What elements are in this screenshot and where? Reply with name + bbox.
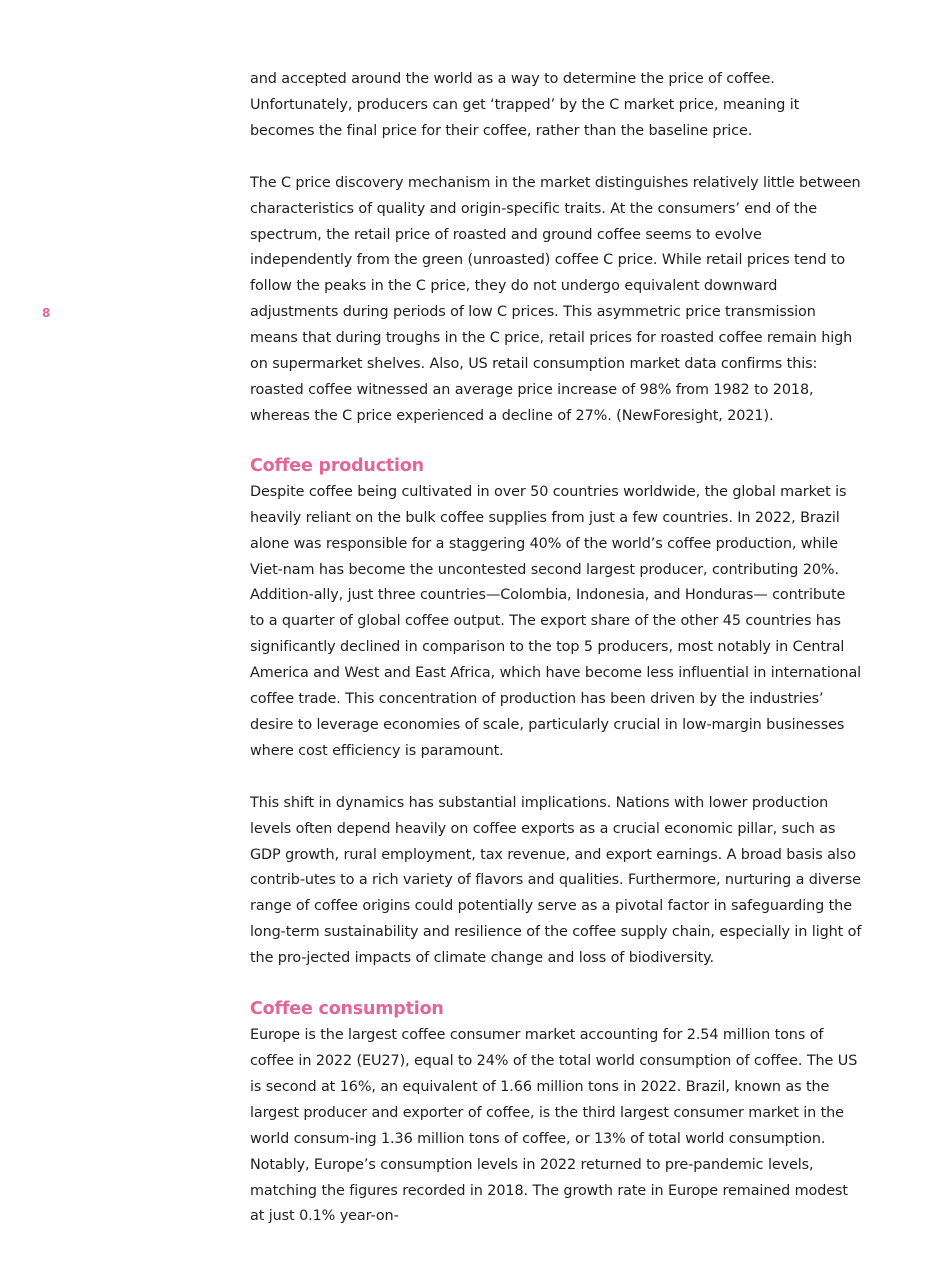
coffee-production-heading: Coffee production (250, 455, 424, 476)
document-body (250, 67, 862, 1230)
coffee-consumption-heading: Coffee consumption (250, 999, 444, 1020)
paragraph-spacer (250, 765, 862, 791)
page-number: 8 (42, 306, 51, 320)
production-paragraph-1: Despite coffee being cultivated in over 50 countries worldwide, the global market is heavily reliant on the bulk coffee supplies from just a few countries. In 2022, Brazil alone was responsible for a staggering 40% of the world’s coffee production, while Viet-nam has become the uncontested second largest producer, contributing 20%. Addition-ally, just three countries—Colombia, Indonesia, and Honduras— contribute to a quarter of global coffee output. The export share of the other 45 countries has significantly declined in comparison to the top 5 producers, most notably in Central America and West and East Africa, which have become less influential in international coffee trade. This concentration of production has been driven by the industries’ desire to leverage economies of scale, particularly crucial in low-margin businesses where cost efficiency is paramount. (250, 483, 862, 759)
consumption-paragraph-1: Europe is the largest coffee consumer market accounting for 2.54 million tons of coffee in 2022 (EU27), equal to 24% of the total world consumption of coffee. The US is second at 16%, an equivalent of 1.66 million tons in 2022. Brazil, known as the largest producer and exporter of coffee, is the third largest consumer market in the world consum-ing 1.36 million tons of coffee, or 13% of total world consumption. Notably, Europe’s consumption levels in 2022 returned to pre-pandemic levels, matching the figures recorded in 2018. The growth rate in Europe remained modest at just 0.1% year-on- (250, 1027, 858, 1225)
intro-paragraph-1: and accepted around the world as a way to determine the price of coffee. Unfortunately, producers can get ‘trapped’ by the C market price, meaning it becomes the final price for their coffee, rather than the baseline price. (250, 71, 800, 139)
paragraph-spacer (250, 145, 862, 171)
production-paragraph-2: This shift in dynamics has substantial implications. Nations with lower production levels often depend heavily on coffee exports as a crucial economic pillar, such as GDP growth, rural employment, tax revenue, and export earnings. A broad basis also contrib-utes to a rich variety of flavors and qualities. Furthermore, nurturing a diverse range of coffee origins could potentially serve as a pivotal factor in safeguarding the long-term sustainability and resilience of the coffee supply chain, especially in light of the pro-jected impacts of climate change and loss of biodiversity. (250, 794, 862, 967)
intro-paragraph-2: The C price discovery mechanism in the market distinguishes relatively little between characteristics of quality and origin-specific traits. At the consumers’ end of the spectrum, the retail price of roasted and ground coffee seems to evolve independently from the green (unroasted) coffee C price. While retail prices tend to follow the peaks in the C price, they do not undergo equivalent downward adjustments during periods of low C prices. This asymmetric price transmission means that during troughs in the C price, retail prices for roasted coffee remain high on supermarket shelves. Also, US retail consumption market data confirms this: roasted coffee witnessed an average price increase of 98% from 1982 to 2018, whereas the C price experienced a decline of 27%. (NewForesight, 2021). (250, 174, 861, 424)
